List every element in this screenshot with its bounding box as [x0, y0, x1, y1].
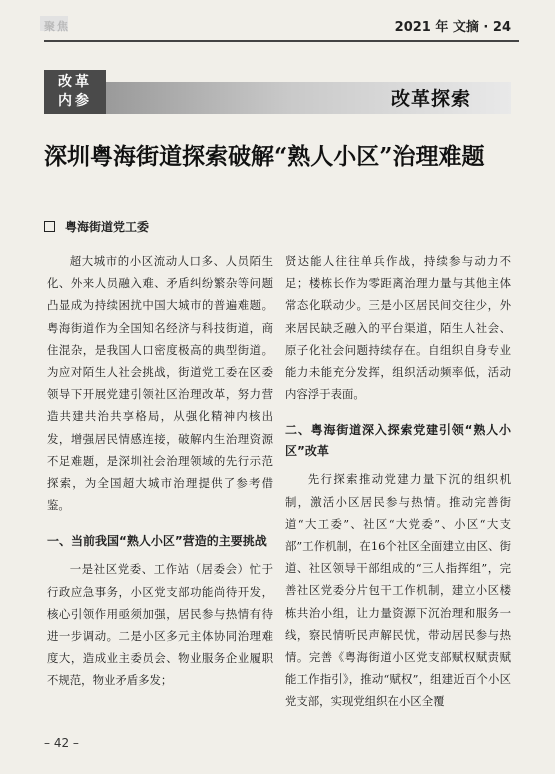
- column-logo: [44, 70, 106, 114]
- section-heading-1: 一、当前我国“熟人小区”营造的主要挑战: [47, 534, 267, 549]
- square-icon: [44, 221, 55, 232]
- byline: [44, 218, 149, 235]
- running-section-tag: 聚焦: [44, 20, 70, 33]
- author: 粤海街道党工委: [65, 220, 150, 234]
- text-column-right: [285, 250, 511, 713]
- page-number: – 42 –: [44, 736, 79, 750]
- intro-paragraph: 超大城市的小区流动人口多、人员陌生化、外来人员融入难、矛盾纠纷繁杂等问题凸显成为持续困扰中国大城市的普遍难题。粤海街道作为全国知名经济与科技街道，商住混杂，是我国人口密度极高的典型街道。为应对陌生人社会挑战，街道党工委在区委领导下开展党建引领社区治理改革，努力营造共建共治共享格局，从强化精神内核出发，增强居民情感连接，破解内生治理资源不足难题，是深圳社会治理领域的先行示范探索，为全国超大城市治理提供了参考借鉴。: [47, 254, 273, 513]
- column-title: 改革探索: [390, 88, 471, 110]
- column-logo-line2: 内参: [58, 93, 92, 109]
- running-issue: 2021 年 文摘 · 24: [394, 20, 511, 35]
- body-paragraph: 一是社区党委、工作站（居委会）忙于行政应急事务，小区党支部功能尚待开发，核心引领作用亟须加强，居民参与热情有待进一步调动。二是小区多元主体协同治理难度大，造成业主委员会、物业服务企业履职不规范，物业矛盾多发；: [47, 562, 273, 688]
- text-column-left: [47, 250, 273, 692]
- body-paragraph: 先行探索推动党建力量下沉的组织机制，激活小区居民参与热情。推动完善街道“大工委”、社区“大党委”、小区“大支部”工作机制，在16个社区全面建立由区、街道、社区领导干部组成的“三人指挥组”，完善社区党委分片包干工作机制，建立小区楼栋共治小组，让力量资源下沉治理和服务一线，察民情听民声解民忧，带动居民参与热情。完善《粤海街道小区党支部赋权赋责赋能工作指引》，推动“赋权”，组建近百个小区党支部，实现党组织在小区全覆: [285, 472, 511, 709]
- article-title: 深圳粤海街道探索破解“熟人小区”治理难题: [44, 143, 485, 170]
- column-logo-line1: 改革: [58, 74, 92, 90]
- section-heading-2: 二、粤海街道深入探索党建引领“熟人小区”改革: [285, 423, 511, 459]
- continued-paragraph: 贤达能人往往单兵作战，持续参与动力不足；楼栋长作为零距离治理力量与其他主体常态化联动少。三是小区居民间交往少，外来居民缺乏融入的平台渠道，陌生人社会、原子化社会问题持续存在。自组织自身专业能力未能充分发挥，组织活动频率低，活动内容浮于表面。: [285, 254, 511, 402]
- header-rule: [44, 40, 519, 42]
- column-banner: [44, 70, 511, 114]
